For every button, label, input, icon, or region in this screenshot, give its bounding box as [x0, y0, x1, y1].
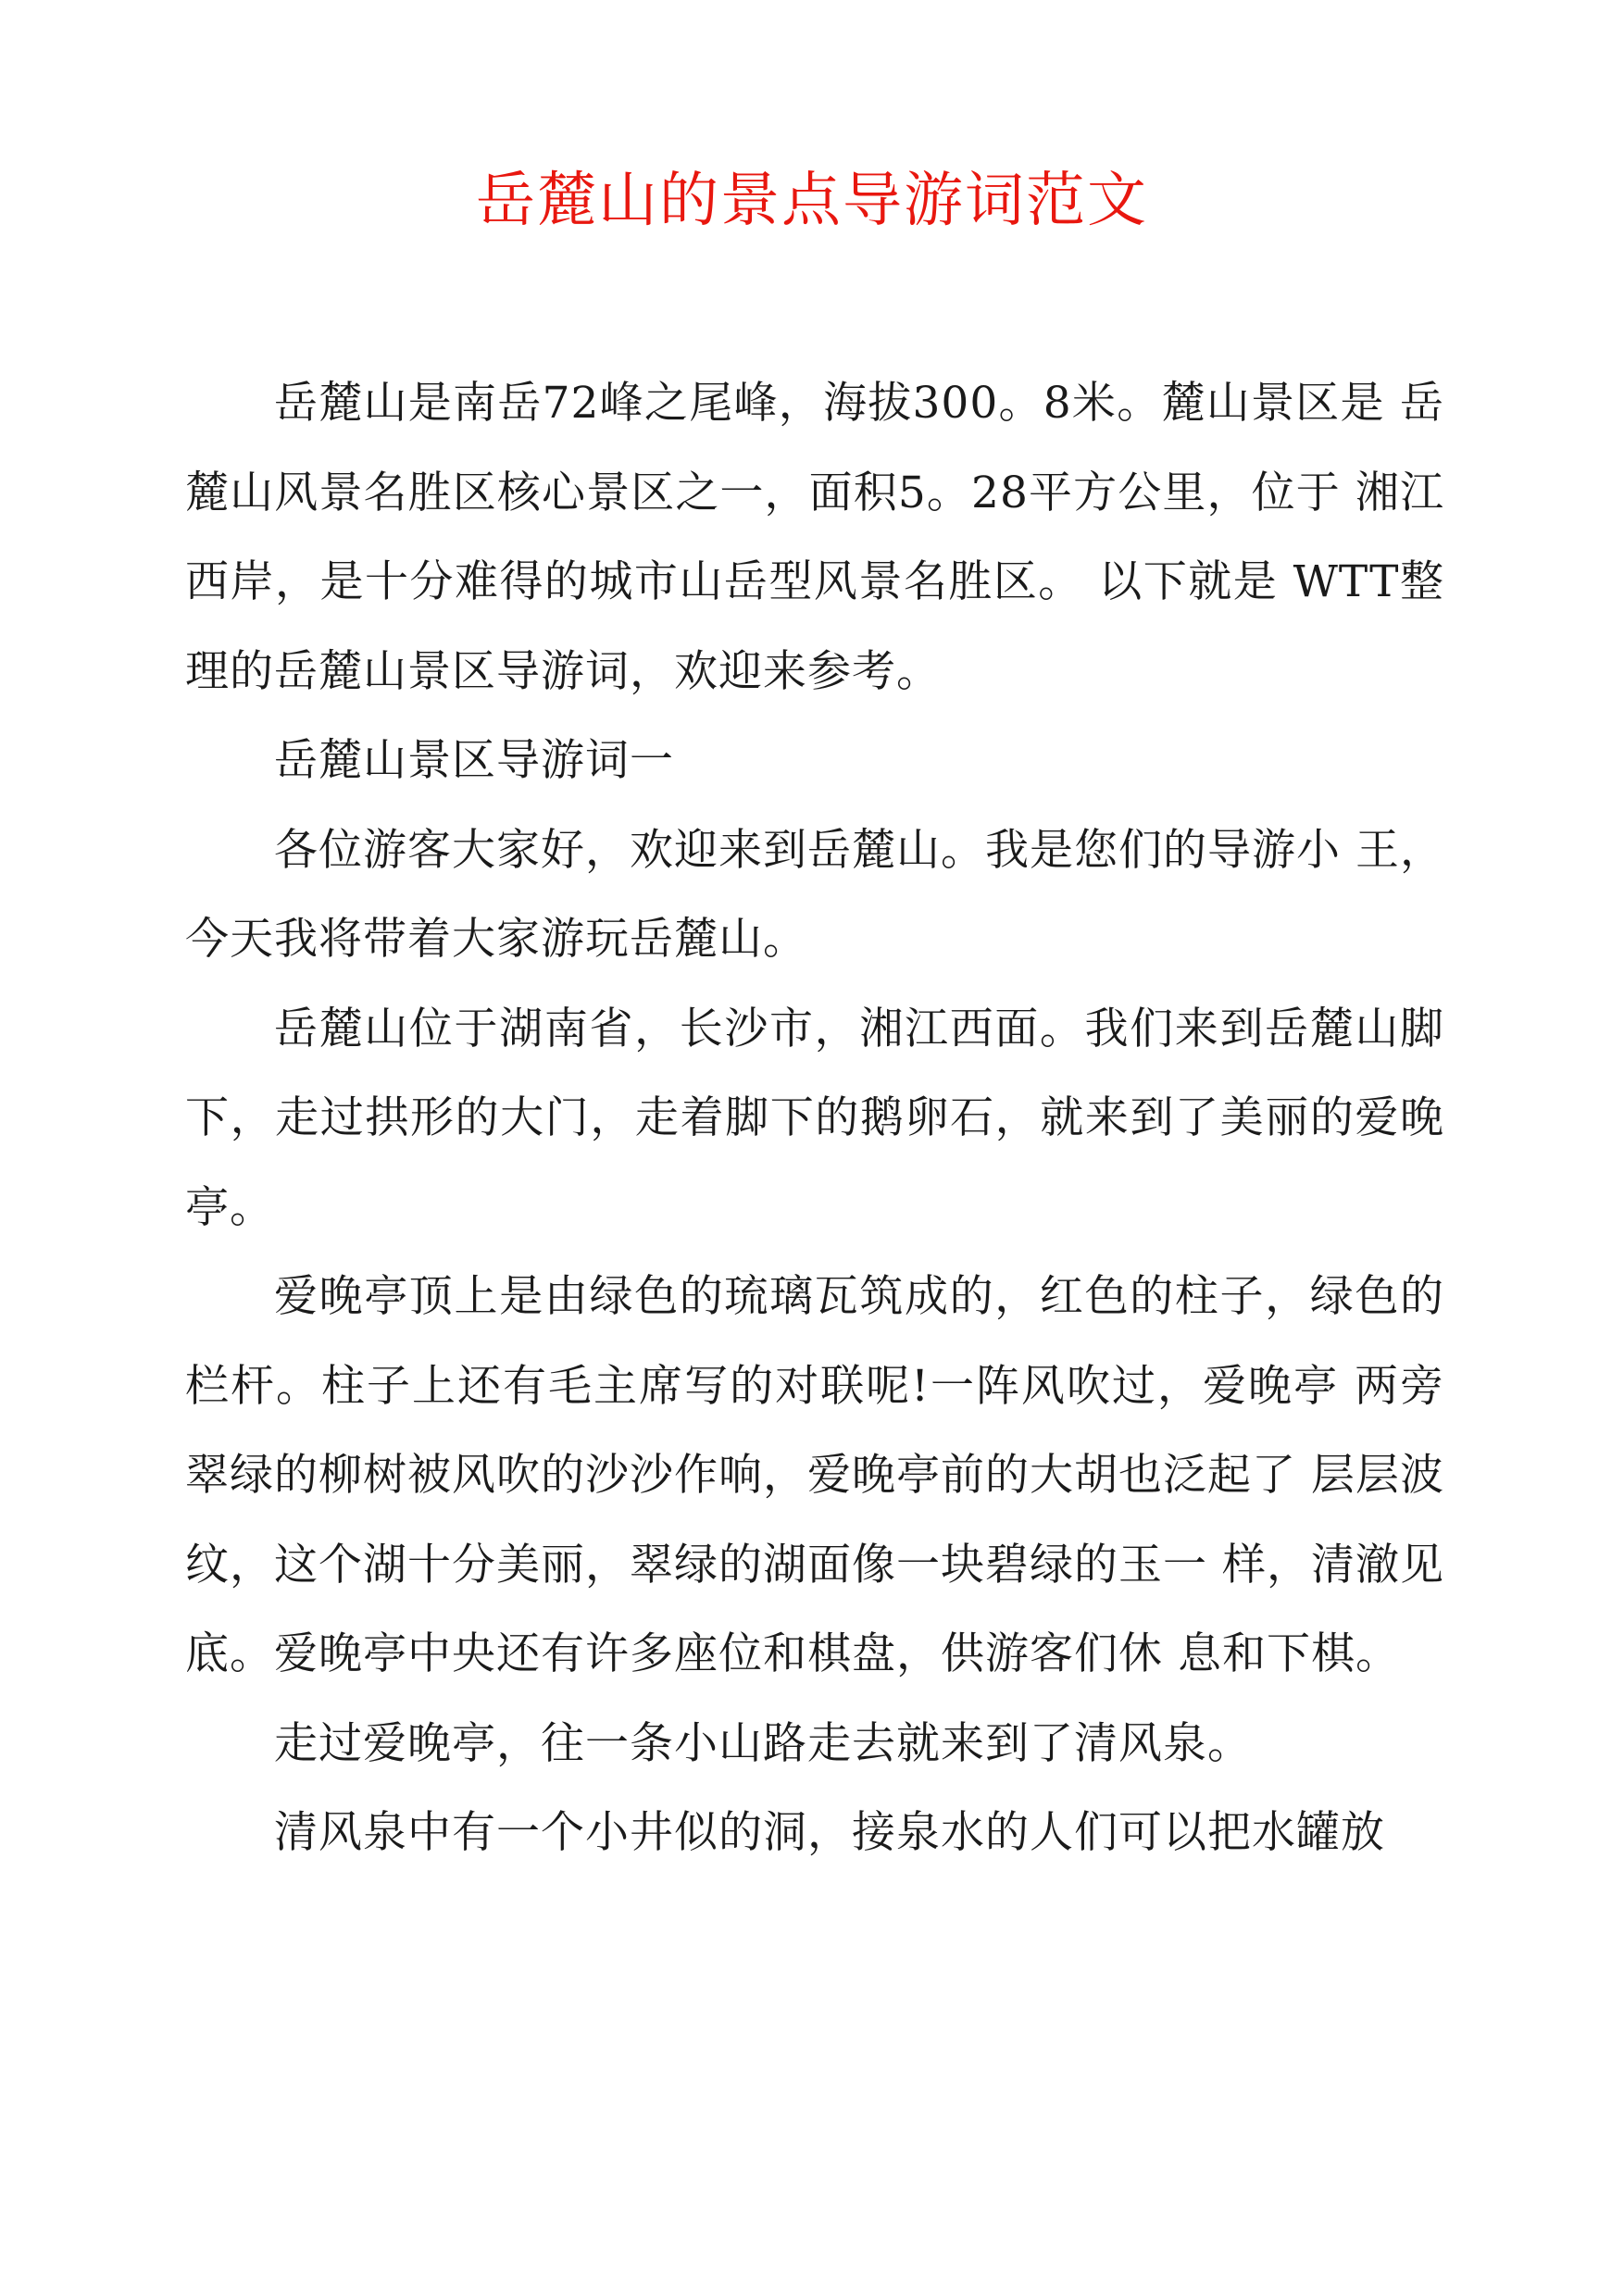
document-body	[185, 359, 1444, 1878]
paragraph-qingfeng-spring: 清风泉中有一个小井似的洞，接泉水的人们可以把水罐放	[274, 1807, 1385, 1858]
paragraph-aiwan-pavilion: 爱晚亭顶上是由绿色的琉璃瓦筑成的，红色的柱子，绿色的栏杆。柱子上还有毛主席写的对联呢!一阵风吹过，爱晚亭 两旁翠绿的柳树被风吹的沙沙作响，爱晚亭前的大胡也泛起了 层层波纹，这个湖十分美丽，翠绿的湖面像一块碧绿的玉一 样，清澈见底。爱晚亭中央还有许多座位和棋盘，供游客们休 息和下棋。	[185, 1271, 1444, 1679]
paragraph-path: 走过爱晚亭，往一条小山路走去就来到了清风泉。	[274, 1717, 1252, 1769]
document-title: 岳麓山的景点导游词范文	[476, 167, 1148, 235]
section-heading: 岳麓山景区导游词一	[274, 735, 674, 786]
paragraph-location: 岳麓山位于湖南省，长沙市，湘江西面。我们来到岳麓山脚下，走过拱形的大门，走着脚下的鹅卵石，就来到了美丽的爱晚亭。	[185, 1003, 1444, 1233]
paragraph-greeting: 各位游客大家好，欢迎来到岳麓山。我是您们的导游小 王，今天我将带着大家游玩岳麓山。	[185, 824, 1444, 965]
paragraph-intro: 岳麓山是南岳72峰之尾峰，海拔300。8米。麓山景区是 岳麓山风景名胜区核心景区之一，面积5。28平方公里，位于 湘江西岸，是十分难得的城市山岳型风景名胜区。 以下就是 WTT整理的岳麓山景区导游词，欢迎来参考。	[185, 378, 1444, 697]
